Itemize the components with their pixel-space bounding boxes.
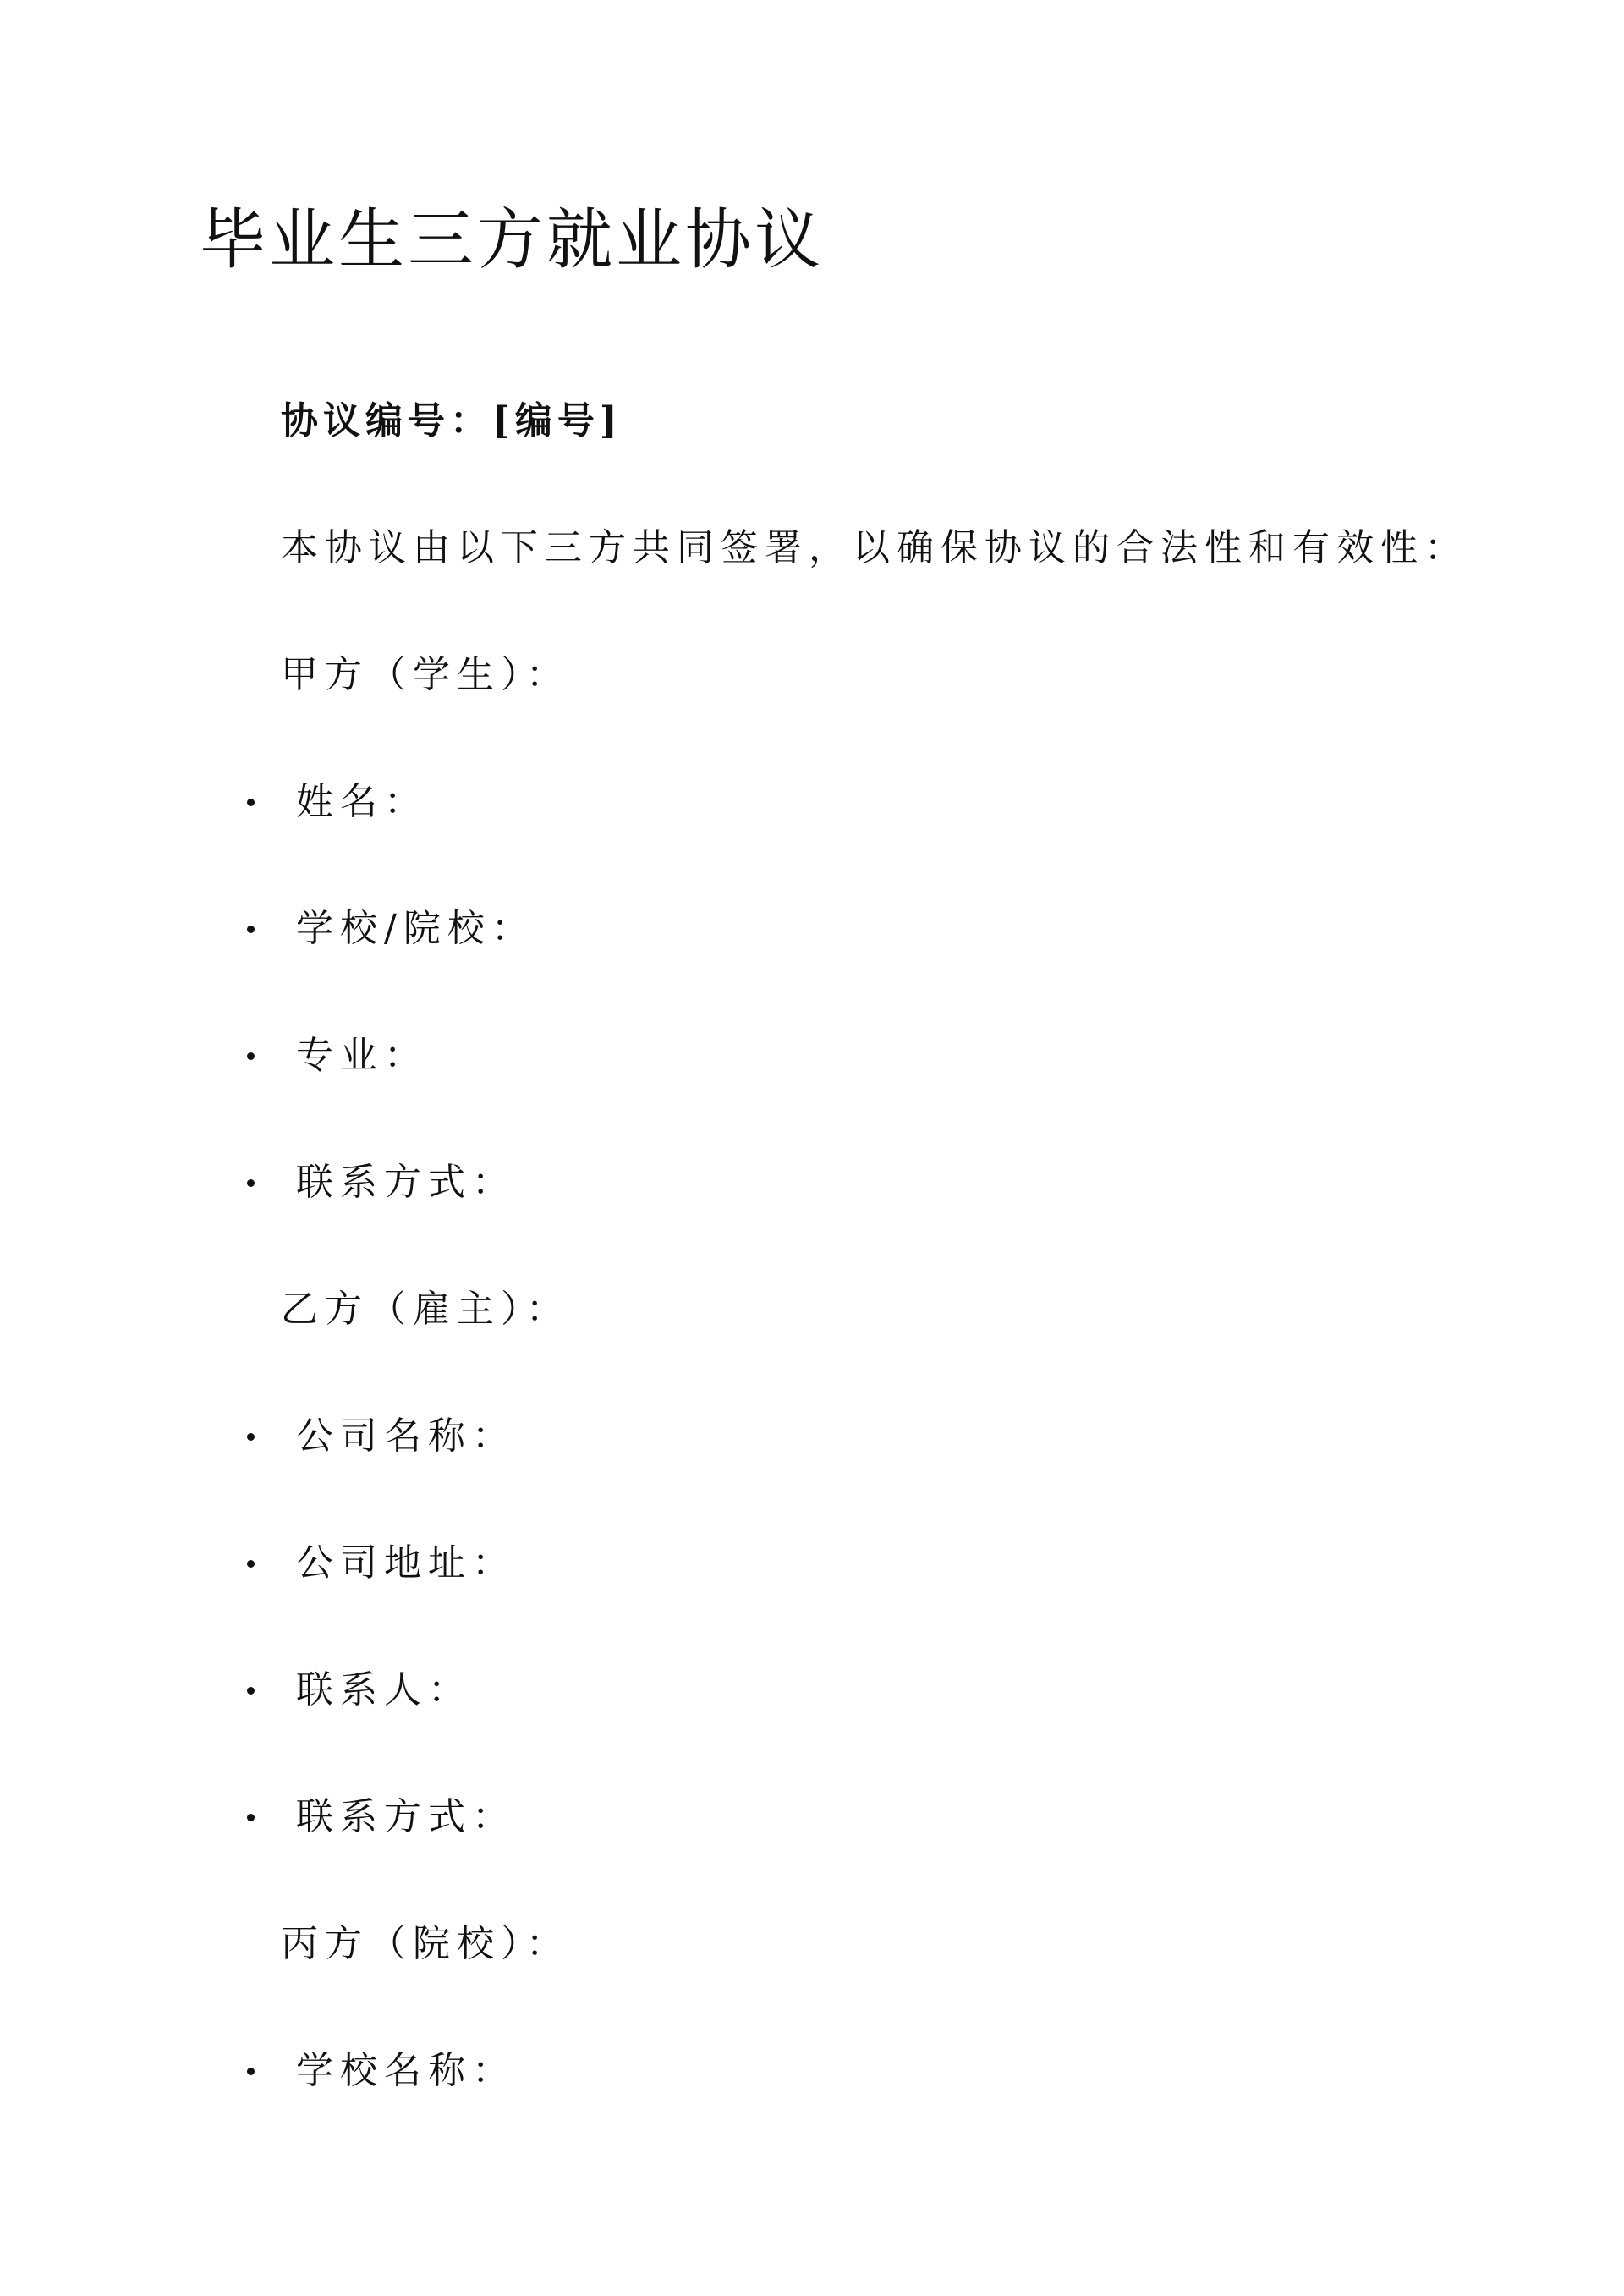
- bullet-icon: [247, 1052, 255, 1060]
- party-c-heading: 丙方（院校）：: [281, 1922, 570, 1965]
- list-item-label: 公司地址：: [296, 1541, 516, 1585]
- list-item-label: 联系方式：: [296, 1795, 516, 1838]
- bullet-icon: [247, 2068, 255, 2075]
- bullet-icon: [247, 1179, 255, 1187]
- bullet-icon: [247, 1687, 255, 1695]
- list-item-label: 联系方式：: [296, 1161, 516, 1204]
- intro-paragraph: 本协议由以下三方共同签署，以确保协议的合法性和有效性：: [281, 526, 1468, 569]
- list-item-label: 学校名称：: [296, 2049, 516, 2092]
- bullet-icon: [247, 926, 255, 933]
- list-item-label: 专业：: [296, 1034, 428, 1077]
- list-item-label: 学校/院校：: [296, 907, 535, 950]
- party-b-heading: 乙方（雇主）：: [281, 1288, 570, 1331]
- bullet-icon: [247, 1433, 255, 1441]
- agreement-number: 协议编号：[编号]: [281, 399, 623, 442]
- bullet-icon: [247, 1560, 255, 1568]
- list-item-label: 联系人：: [296, 1668, 472, 1711]
- list-item-label: 姓名：: [296, 780, 428, 823]
- bullet-icon: [247, 799, 255, 806]
- bullet-icon: [247, 1814, 255, 1821]
- document-title: 毕业生三方就业协议: [200, 202, 825, 278]
- list-item-label: 公司名称：: [296, 1414, 516, 1458]
- party-a-heading: 甲方（学生）：: [281, 653, 570, 696]
